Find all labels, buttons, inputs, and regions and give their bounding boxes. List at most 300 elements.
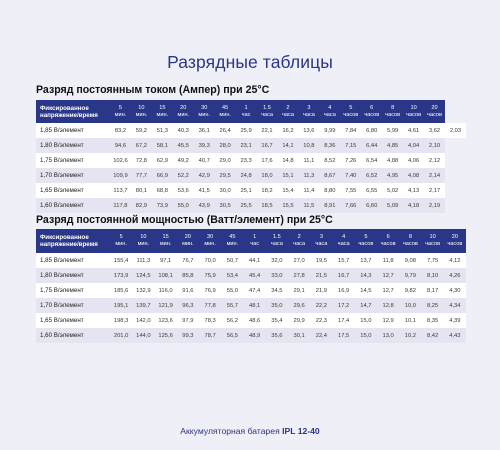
table-cell: 2,12 [424,153,445,168]
time-header-value: 5 [118,104,123,111]
table-cell: 42,9 [194,168,215,183]
time-header-unit: часа [261,111,273,118]
row-label: 1,65 В/элемент [36,313,110,328]
time-header [424,100,445,123]
time-header-value: 5 [364,234,368,240]
time-header-unit: час [241,111,251,118]
table-cell: 14,1 [278,138,299,153]
table-cell: 18,0 [257,168,278,183]
table-cell: 25,9 [236,123,257,138]
table-cell: 55,0 [221,283,243,298]
table-cell: 9,99 [319,123,340,138]
time-header-value: 45 [222,104,229,111]
time-header-unit: мин. [135,111,148,118]
table-cell: 14,5 [355,283,377,298]
time-header [422,229,444,253]
time-header-value: 20 [431,104,438,111]
time-header-value: 1.5 [263,104,271,111]
table-cell: 8,67 [319,168,340,183]
time-header-unit: часа [293,241,306,247]
table-cell: 29,1 [288,283,310,298]
table-cell: 85,8 [177,268,199,283]
table-cell: 97,9 [177,313,199,328]
row-label: 1,85 В/элемент [36,123,110,138]
time-header [132,229,154,253]
table-cell: 6,44 [361,138,382,153]
table-cell: 23,1 [236,138,257,153]
time-header [257,100,278,123]
corner-header-line: напряжение/время [40,241,98,248]
time-header-unit: часа [270,241,283,247]
table-cell: 99,3 [177,328,199,343]
time-header-value: 20 [184,234,191,240]
time-header-unit: часов [364,111,380,118]
table-cell: 18,5 [257,198,278,213]
table-cell: 117,8 [110,198,131,213]
table-cell: 78,3 [199,313,221,328]
current-table-title: Разряд постоянным током (Ампер) при 25°C [36,84,270,96]
table-cell: 16,9 [333,283,355,298]
time-header-unit: часов [343,111,359,118]
time-header-unit: мин. [137,241,150,247]
table-cell: 48,6 [244,313,266,328]
table-cell: 70,0 [199,253,221,268]
time-header [152,100,173,123]
table-cell: 53,6 [173,183,194,198]
table-cell: 7,26 [340,153,361,168]
table-row [36,313,466,328]
table-cell: 17,6 [257,153,278,168]
table-cell: 6,52 [361,168,382,183]
table-cell: 4,30 [444,283,466,298]
time-header-value: 6 [386,234,390,240]
table-cell: 4,61 [403,123,424,138]
table-cell: 36,1 [194,123,215,138]
time-header [333,229,355,253]
time-header-value: 2 [297,234,301,240]
table-cell: 75,9 [199,268,221,283]
table-cell: 33,0 [266,268,288,283]
table-cell: 9,08 [399,253,421,268]
table-cell: 4,88 [382,153,403,168]
table-cell: 6,54 [361,153,382,168]
time-header-value: 20 [451,234,458,240]
table-cell: 10,1 [399,313,421,328]
table-cell: 2,14 [424,168,445,183]
time-header [278,100,299,123]
table-cell: 97,1 [155,253,177,268]
time-header [288,229,310,253]
table-cell: 78,7 [199,328,221,343]
table-cell: 11,1 [298,153,319,168]
table-cell: 113,7 [110,183,131,198]
table-cell: 66,9 [152,168,173,183]
table-cell: 94,6 [110,138,131,153]
table-cell: 6,55 [361,183,382,198]
table-cell: 8,25 [422,298,444,313]
time-header-unit: мин. [198,111,211,118]
table-cell: 29,9 [288,313,310,328]
table-cell: 29,0 [215,153,236,168]
time-header-unit: часа [282,111,294,118]
table-cell: 8,42 [422,328,444,343]
table-cell: 4,34 [444,298,466,313]
time-header-unit: часа [337,241,350,247]
table-cell: 30,5 [215,198,236,213]
table-cell: 15,0 [355,328,377,343]
table-cell: 8,35 [422,313,444,328]
table-cell: 12,8 [377,298,399,313]
table-cell: 25,5 [236,198,257,213]
time-header [266,229,288,253]
table-cell: 139,7 [132,298,154,313]
table-cell: 12,9 [377,313,399,328]
table-cell: 4,26 [444,268,466,283]
table-cell: 198,3 [110,313,132,328]
table-cell: 22,3 [310,313,332,328]
table-row [36,268,466,283]
table-cell: 53,4 [221,268,243,283]
time-header [340,100,361,123]
table-cell: 109,9 [110,168,131,183]
time-header-value: 8 [408,234,412,240]
table-cell: 29,5 [215,168,236,183]
table-cell: 14,7 [355,298,377,313]
table-row [36,253,466,268]
table-row [36,123,466,138]
table-cell: 15,7 [333,253,355,268]
table-row [36,168,466,183]
table-cell: 6,60 [361,198,382,213]
time-header [199,229,221,253]
time-header-unit: мин. [204,241,216,247]
table-cell: 44,1 [244,253,266,268]
table-cell: 22,2 [310,298,332,313]
time-header-value: 15 [159,104,166,111]
table-cell: 124,5 [132,268,154,283]
table-cell: 102,6 [110,153,131,168]
row-label: 1,70 В/элемент [36,298,110,313]
time-header-unit: часа [323,111,336,118]
table-cell: 201,0 [110,328,132,343]
table-cell: 30,1 [288,328,310,343]
time-header-value: 10 [138,104,145,111]
table-cell: 4,43 [444,328,466,343]
time-header-value: 30 [207,234,214,240]
table-cell: 5,02 [382,183,403,198]
table-cell: 55,0 [173,198,194,213]
time-header [403,100,424,123]
time-header-unit: часов [358,241,374,247]
table-cell: 195,1 [110,298,132,313]
time-header-value: 15 [162,234,169,240]
time-header [298,100,319,123]
time-header [377,229,399,253]
time-header [221,229,243,253]
table-cell: 59,2 [131,123,152,138]
table-cell: 8,91 [319,198,340,213]
table-cell: 123,6 [155,313,177,328]
table-cell: 45,4 [244,268,266,283]
table-cell: 10,8 [298,138,319,153]
time-header-value: 10 [429,234,436,240]
table-cell: 116,0 [155,283,177,298]
table-row [36,328,466,343]
time-header-unit: часов [425,241,441,247]
current-discharge-table [36,100,466,213]
table-cell: 82,9 [131,198,152,213]
time-header-unit: мин. [219,111,231,118]
table-cell: 96,3 [177,298,199,313]
row-label: 1,80 В/элемент [36,138,110,153]
time-header-unit: часов [402,241,418,247]
table-cell: 142,0 [132,313,154,328]
time-header [155,229,177,253]
table-cell: 15,0 [355,313,377,328]
table-cell: 58,1 [152,138,173,153]
table-cell: 39,3 [194,138,215,153]
table-cell: 7,15 [340,138,361,153]
table-cell: 7,75 [422,253,444,268]
footer-caption [0,426,500,436]
table-cell: 17,4 [333,313,355,328]
table-row [36,298,466,313]
table-cell: 40,7 [194,153,215,168]
corner-header-line: Фиксированное [40,104,89,112]
table-cell: 48,1 [244,298,266,313]
time-header-unit: часа [302,111,315,118]
row-label: 1,85 В/элемент [36,253,110,268]
time-header-unit: часов [385,111,401,118]
time-header-value: 10 [410,104,417,111]
corner-header-line: Фиксированное [40,234,89,241]
time-header-value: 30 [201,104,208,111]
time-header-value: 10 [140,234,147,240]
table-cell: 52,2 [173,168,194,183]
time-header-value: 1 [244,104,248,111]
table-cell: 76,9 [199,283,221,298]
time-header-unit: мин. [114,111,127,118]
table-cell: 21,5 [310,268,332,283]
power-discharge-table [36,229,466,343]
time-header [177,229,199,253]
table-cell: 144,0 [132,328,154,343]
table-cell: 13,7 [355,253,377,268]
table-cell: 2,19 [424,198,445,213]
row-label: 1,75 В/элемент [36,283,110,298]
table-cell: 8,10 [422,268,444,283]
time-header-value: 1.5 [272,234,281,240]
table-cell: 10,2 [399,328,421,343]
table-cell: 10,0 [399,298,421,313]
table-cell: 83,2 [110,123,131,138]
table-cell: 11,3 [298,168,319,183]
table-cell: 155,4 [110,253,132,268]
table-cell: 111,3 [132,253,154,268]
time-header-value: 5 [119,234,123,240]
table-cell: 4,04 [403,138,424,153]
footer-model: IPL 12-40 [282,426,320,436]
table-cell: 77,7 [131,168,152,183]
table-cell: 35,0 [266,298,288,313]
time-header [399,229,421,253]
time-header-unit: мин. [159,241,172,247]
table-cell: 5,09 [382,198,403,213]
row-label: 1,80 В/элемент [36,268,110,283]
corner-header [36,100,110,123]
table-cell: 34,5 [266,283,288,298]
time-header [444,229,466,253]
time-header [244,229,266,253]
table-cell: 7,66 [340,198,361,213]
time-header-unit: мин. [177,111,190,118]
row-label: 1,60 В/элемент [36,198,110,213]
table-cell: 9,82 [399,283,421,298]
time-header-value: 3 [307,104,311,111]
table-cell: 8,52 [319,153,340,168]
time-header-value: 6 [370,104,374,111]
power-table-title: Разряд постоянной мощностью (Ватт/элемент) при 25°C [36,214,333,226]
table-cell: 27,8 [288,268,310,283]
table-cell: 30,0 [215,183,236,198]
table-cell: 77,8 [199,298,221,313]
table-cell: 185,6 [110,283,132,298]
time-header-unit: час [250,241,260,247]
time-header-unit: мин. [182,241,194,247]
table-cell: 19,5 [310,253,332,268]
table-cell: 173,9 [110,268,132,283]
time-header [110,100,131,123]
table-cell: 29,6 [288,298,310,313]
time-header [361,100,382,123]
time-header [194,100,215,123]
table-row [36,138,466,153]
table-cell: 17,2 [333,298,355,313]
time-header [382,100,403,123]
table-cell: 48,9 [244,328,266,343]
time-header-value: 5 [349,104,353,111]
table-cell: 18,2 [257,183,278,198]
time-header-unit: часов [406,111,422,118]
table-cell: 40,3 [173,123,194,138]
table-cell: 4,12 [444,253,466,268]
table-row [36,183,466,198]
time-header-unit: часов [447,241,463,247]
table-cell: 15,5 [278,198,299,213]
time-header-value: 45 [229,234,236,240]
table-cell: 9,79 [399,268,421,283]
table-cell: 12,7 [377,268,399,283]
time-header-value: 4 [342,234,346,240]
table-cell: 62,9 [152,153,173,168]
table-cell: 67,2 [131,138,152,153]
time-header-unit: мин. [156,111,169,118]
time-header [355,229,377,253]
row-label: 1,60 В/элемент [36,328,110,343]
table-cell: 55,7 [221,298,243,313]
time-header-value: 8 [391,104,395,111]
time-header [215,100,236,123]
table-cell: 4,85 [382,138,403,153]
table-row [36,283,466,298]
table-cell: 21,9 [310,283,332,298]
table-cell: 13,6 [298,123,319,138]
table-cell: 35,4 [266,313,288,328]
footer-prefix: Аккумуляторная батарея [180,426,280,436]
table-cell: 28,0 [215,138,236,153]
table-cell: 26,4 [215,123,236,138]
table-cell: 68,8 [152,183,173,198]
time-header-unit: часов [380,241,396,247]
table-cell: 15,1 [278,168,299,183]
table-cell: 49,2 [173,153,194,168]
time-header [131,100,152,123]
table-cell: 73,9 [152,198,173,213]
time-header-unit: часов [427,111,443,118]
time-header-value: 20 [180,104,187,111]
table-cell: 15,4 [278,183,299,198]
table-cell: 12,7 [377,283,399,298]
table-cell: 51,3 [152,123,173,138]
table-cell: 22,4 [310,328,332,343]
table-cell: 4,95 [382,168,403,183]
table-cell: 3,62 [424,123,445,138]
table-cell: 108,1 [155,268,177,283]
table-cell: 5,99 [382,123,403,138]
table-cell: 8,17 [422,283,444,298]
row-label: 1,70 В/элемент [36,168,110,183]
table-cell: 72,8 [131,153,152,168]
table-cell: 91,6 [177,283,199,298]
time-header-value: 2 [286,104,290,111]
table-cell: 2,17 [424,183,445,198]
table-row [36,198,466,213]
table-cell: 24,8 [236,168,257,183]
table-cell: 11,4 [298,183,319,198]
corner-header-line: напряжение/время [40,111,98,119]
page-title: Разрядные таблицы [167,52,333,72]
table-cell: 14,3 [355,268,377,283]
table-cell: 41,5 [194,183,215,198]
table-cell: 14,8 [278,153,299,168]
time-header-unit: мин. [226,241,239,247]
table-cell: 4,39 [444,313,466,328]
table-cell: 35,6 [266,328,288,343]
table-cell: 50,7 [221,253,243,268]
table-cell: 125,6 [155,328,177,343]
table-cell: 8,36 [319,138,340,153]
table-cell: 7,40 [340,168,361,183]
time-header [310,229,332,253]
table-cell: 17,5 [333,328,355,343]
table-cell: 121,9 [155,298,177,313]
table-cell: 27,0 [288,253,310,268]
time-header-value: 3 [319,234,323,240]
table-cell: 76,7 [177,253,199,268]
time-header [319,100,340,123]
table-row [36,153,466,168]
table-cell: 13,0 [377,328,399,343]
table-cell: 11,8 [377,253,399,268]
row-label: 1,75 В/элемент [36,153,110,168]
table-cell: 25,1 [236,183,257,198]
time-header [173,100,194,123]
table-cell: 56,2 [221,313,243,328]
table-cell: 80,1 [131,183,152,198]
table-cell: 8,80 [319,183,340,198]
table-cell: 4,18 [403,198,424,213]
table-cell: 4,06 [403,153,424,168]
